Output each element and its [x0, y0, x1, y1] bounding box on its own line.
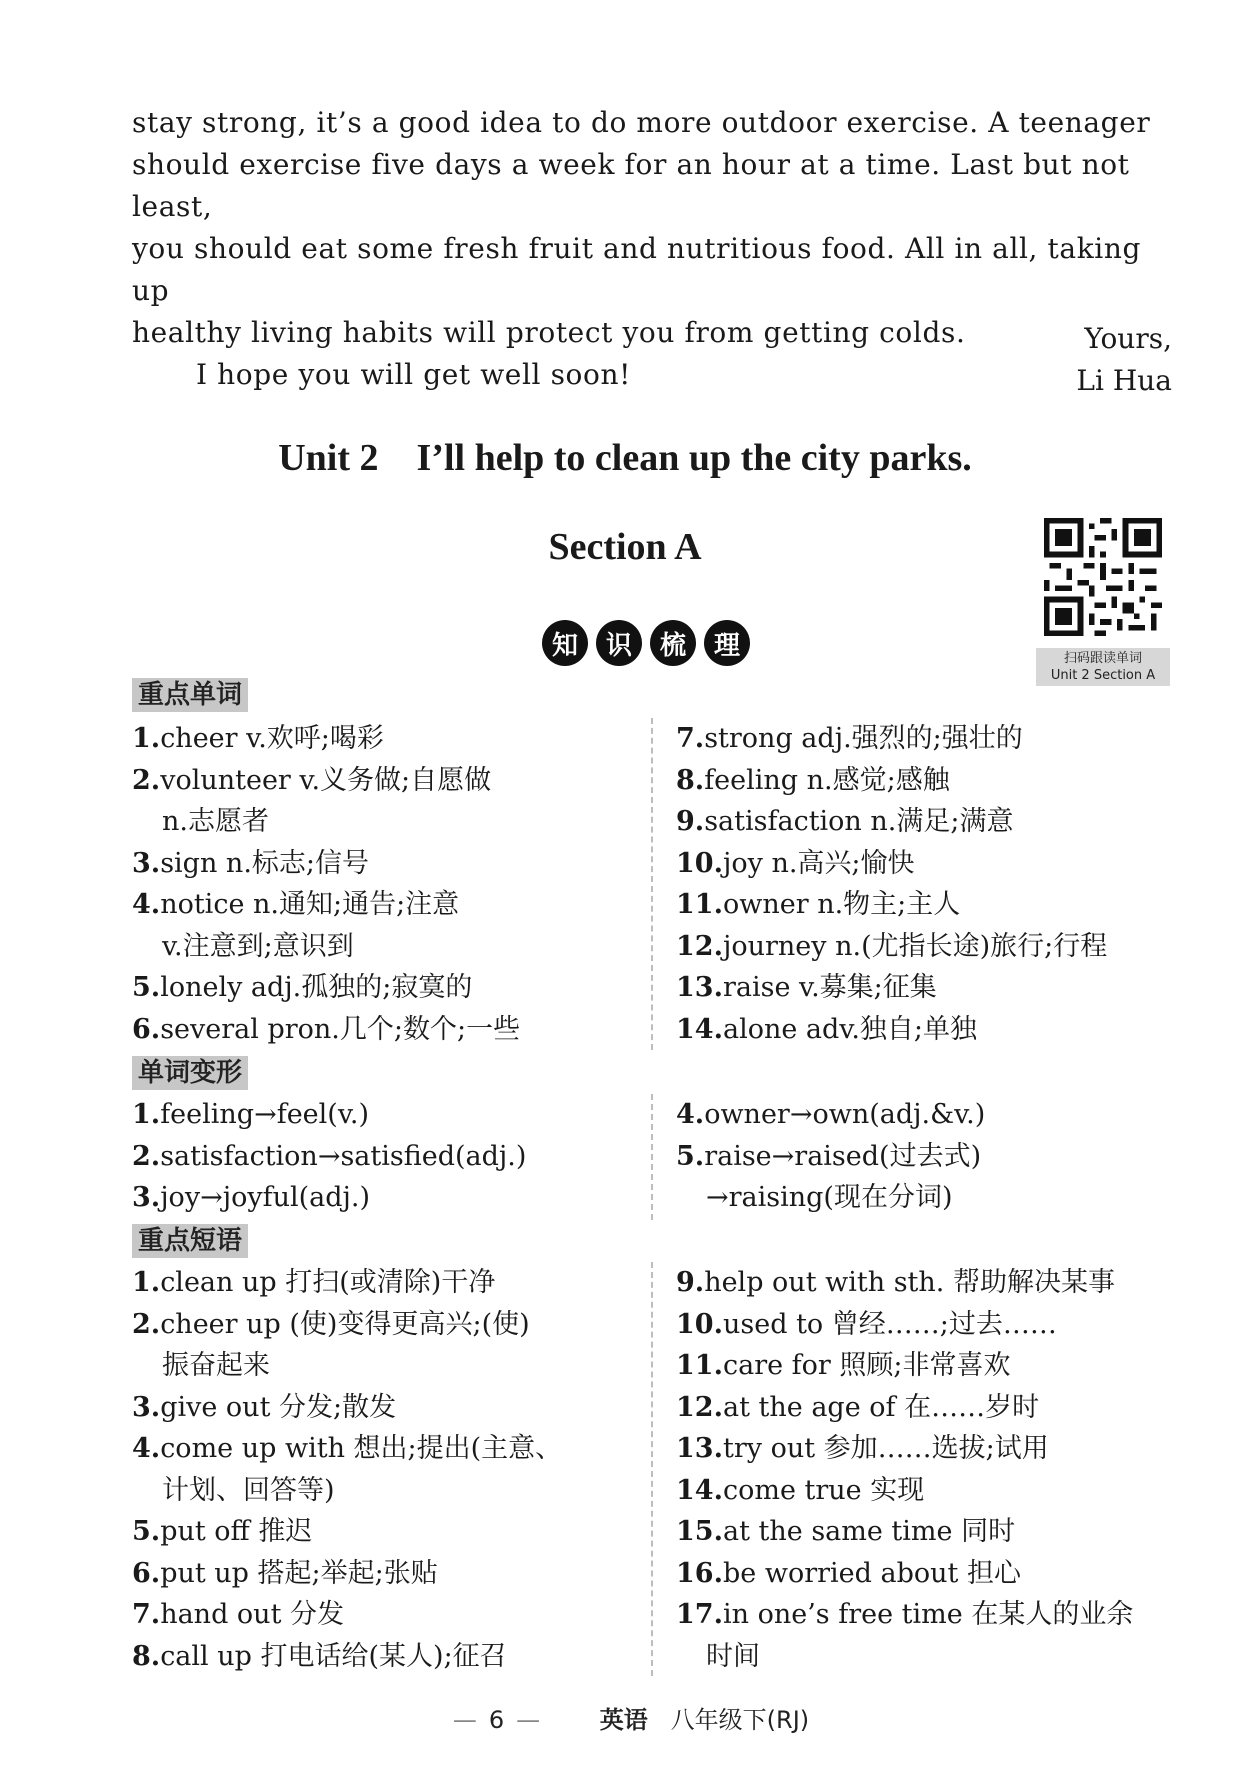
item-number: 6.: [132, 1557, 161, 1589]
list-item: [676, 760, 1107, 802]
list-item: [132, 1177, 526, 1219]
item-number: 2.: [132, 1140, 161, 1172]
item-text: care for 照顾;非常喜欢: [722, 1350, 1011, 1381]
list-item: [132, 884, 520, 926]
list-item: [132, 1428, 562, 1470]
letter-line: stay strong, it’s a good idea to do more outdoor exercise. A teenager: [132, 106, 1151, 139]
item-number: 2.: [132, 1308, 161, 1340]
list-item: [132, 1387, 562, 1429]
list-item: [132, 843, 520, 885]
list-item: [132, 1594, 562, 1636]
item-text: help out with sth. 帮助解决某事: [704, 1267, 1115, 1298]
item-text: volunteer v.义务做;自愿做: [160, 764, 492, 796]
item-text: satisfaction n.满足;满意: [704, 806, 1014, 837]
item-number: 8.: [132, 1640, 161, 1672]
item-text: n.志愿者: [162, 806, 269, 837]
list-item: [676, 1428, 1133, 1470]
letter-line: should exercise five days a week for an hour at a time. Last but not least,: [132, 148, 1130, 223]
item-text: cheer up (使)变得更高兴;(使): [160, 1308, 530, 1340]
item-number: 12.: [676, 930, 723, 962]
item-number: 4.: [676, 1099, 705, 1130]
list-item: [132, 1304, 562, 1346]
banner-char: 识: [596, 620, 642, 666]
item-number: 14.: [676, 1474, 723, 1506]
column-divider: [651, 718, 653, 1050]
banner-char: 理: [704, 620, 750, 666]
item-number: 2.: [132, 764, 161, 796]
list-item: [132, 1094, 526, 1136]
item-text: owner→own(adj.&v.): [704, 1099, 986, 1130]
page-number: 6: [488, 1706, 505, 1734]
item-text: in one’s free time 在某人的业余: [722, 1599, 1134, 1630]
item-text: journey n.(尤指长途)旅行;行程: [722, 930, 1108, 962]
list-item: [676, 1304, 1133, 1346]
list-item: [676, 1553, 1133, 1595]
word-list-right: [676, 718, 1107, 1050]
item-number: 3.: [132, 1182, 161, 1213]
list-item: [676, 1262, 1133, 1304]
item-number: 3.: [132, 1391, 161, 1423]
letter-body: [132, 102, 1172, 396]
item-number: 8.: [676, 764, 705, 796]
word-list-left: [132, 718, 520, 1050]
item-number: 12.: [676, 1391, 723, 1423]
signoff: Yours,: [1084, 322, 1172, 355]
list-item: [676, 926, 1107, 968]
item-text: sign n.标志;信号: [160, 847, 370, 879]
item-text: 振奋起来: [162, 1350, 270, 1381]
list-item: [676, 967, 1107, 1009]
letter-closing-line: I hope you will get well soon!: [196, 358, 631, 391]
list-item: [676, 718, 1107, 760]
item-number: 5.: [676, 1140, 705, 1172]
letter-line: you should eat some fresh fruit and nutritious food. All in all, taking up: [132, 232, 1141, 307]
category-key-phrases: 重点短语: [132, 1224, 248, 1258]
item-number: 10.: [676, 847, 723, 879]
phrases-list-left: [132, 1262, 562, 1677]
phrases-list-right: [676, 1262, 1133, 1677]
item-number: 17.: [676, 1599, 723, 1630]
item-text: joy n.高兴;愉快: [722, 847, 915, 879]
item-text: be worried about 担心: [722, 1557, 1021, 1589]
item-text: feeling n.感觉;感触: [704, 764, 950, 796]
item-text: 时间: [706, 1640, 760, 1672]
banner-char: 知: [542, 620, 588, 666]
item-number: 7.: [132, 1599, 161, 1630]
item-number: 16.: [676, 1557, 723, 1589]
item-text: used to 曾经……;过去……: [722, 1308, 1057, 1340]
page-footer: — 6 — 英语 八年级下(RJ): [452, 1706, 810, 1734]
section-title: Section A: [548, 526, 702, 568]
item-text: at the age of 在……岁时: [722, 1391, 1040, 1423]
list-item: [132, 1470, 562, 1512]
item-number: 7.: [676, 723, 705, 754]
item-number: 1.: [132, 1099, 161, 1130]
item-text: come true 实现: [722, 1474, 925, 1506]
forms-list-right: [676, 1094, 985, 1219]
item-number: 15.: [676, 1516, 723, 1547]
list-item: [676, 1594, 1133, 1636]
item-text: try out 参加……选拔;试用: [722, 1433, 1049, 1464]
list-item: [676, 801, 1107, 843]
list-item: [676, 1511, 1133, 1553]
item-text: hand out 分发: [160, 1599, 345, 1630]
item-number: 5.: [132, 1516, 161, 1547]
item-number: 14.: [676, 1013, 723, 1045]
item-text: raise v.募集;征集: [722, 972, 937, 1003]
item-text: give out 分发;散发: [160, 1391, 397, 1423]
qr-caption-line1: 扫码跟读单词: [1063, 651, 1142, 666]
item-text: call up 打电话给(某人);征召: [160, 1640, 507, 1672]
letter-signature: [1076, 318, 1172, 402]
item-text: strong adj.强烈的;强壮的: [704, 723, 1023, 754]
item-number: 11.: [676, 1350, 723, 1381]
item-text: →raising(现在分词): [706, 1182, 953, 1213]
list-item: [676, 1094, 985, 1136]
item-text: notice n.通知;通告;注意: [160, 889, 460, 920]
item-text: owner n.物主;主人: [722, 889, 961, 920]
list-item: [676, 1636, 1133, 1678]
list-item: [132, 801, 520, 843]
grade-label: 八年级下(RJ): [670, 1706, 810, 1734]
item-number: 4.: [132, 889, 161, 920]
subject-label: 英语: [599, 1706, 648, 1734]
item-number: 13.: [676, 1433, 723, 1464]
item-text: satisfaction→satisfied(adj.): [160, 1140, 527, 1172]
list-item: [676, 1136, 985, 1178]
item-number: 6.: [132, 1013, 161, 1045]
signer-name: Li Hua: [1076, 364, 1172, 397]
item-number: 3.: [132, 847, 161, 879]
item-number: 11.: [676, 889, 723, 920]
item-text: v.注意到;意识到: [162, 930, 354, 962]
list-item: [132, 760, 520, 802]
qr-caption: [1036, 648, 1170, 686]
list-item: [676, 1009, 1107, 1051]
item-text: alone adv.独自;单独: [722, 1013, 978, 1045]
list-item: [132, 926, 520, 968]
item-text: joy→joyful(adj.): [160, 1182, 370, 1213]
category-word-forms: 单词变形: [132, 1056, 248, 1090]
item-text: 计划、回答等): [162, 1474, 335, 1506]
list-item: [676, 1470, 1133, 1512]
forms-list-left: [132, 1094, 526, 1219]
list-item: [676, 884, 1107, 926]
item-number: 5.: [132, 972, 161, 1003]
list-item: [132, 1636, 562, 1678]
item-text: several pron.几个;数个;一些: [160, 1013, 521, 1045]
list-item: [132, 1262, 562, 1304]
list-item: [132, 967, 520, 1009]
item-text: raise→raised(过去式): [704, 1140, 982, 1172]
item-number: 9.: [676, 1267, 705, 1298]
list-item: [676, 1387, 1133, 1429]
list-item: [132, 1511, 562, 1553]
list-item: [132, 1553, 562, 1595]
item-number: 9.: [676, 806, 705, 837]
knowledge-banner: [542, 620, 750, 666]
list-item: [132, 718, 520, 760]
list-item: [676, 843, 1107, 885]
item-number: 13.: [676, 972, 723, 1003]
qr-code-block[interactable]: [1036, 518, 1170, 686]
list-item: [676, 1345, 1133, 1387]
item-number: 1.: [132, 1267, 161, 1298]
item-text: come up with 想出;提出(主意、: [160, 1433, 563, 1464]
qr-code-icon[interactable]: [1044, 518, 1162, 636]
list-item: [676, 1177, 985, 1219]
item-text: at the same time 同时: [722, 1516, 1016, 1547]
item-text: put off 推迟: [160, 1516, 313, 1547]
qr-caption-line2: Unit 2 Section A: [1050, 668, 1156, 683]
banner-char: 梳: [650, 620, 696, 666]
item-number: 4.: [132, 1433, 161, 1464]
item-text: put up 搭起;举起;张贴: [160, 1557, 438, 1589]
item-number: 10.: [676, 1308, 723, 1340]
column-divider: [651, 1094, 653, 1220]
letter-line: healthy living habits will protect you from getting colds.: [132, 316, 966, 349]
item-number: 1.: [132, 723, 161, 754]
item-text: cheer v.欢呼;喝彩: [160, 723, 384, 754]
column-divider: [651, 1262, 653, 1676]
list-item: [132, 1009, 520, 1051]
item-text: lonely adj.孤独的;寂寞的: [160, 972, 473, 1003]
item-text: feeling→feel(v.): [160, 1099, 369, 1130]
unit-title: Unit 2 I’ll help to clean up the city parks.: [278, 437, 972, 479]
list-item: [132, 1345, 562, 1387]
category-key-words: 重点单词: [132, 678, 248, 712]
item-text: clean up 打扫(或清除)干净: [160, 1267, 496, 1298]
list-item: [132, 1136, 526, 1178]
